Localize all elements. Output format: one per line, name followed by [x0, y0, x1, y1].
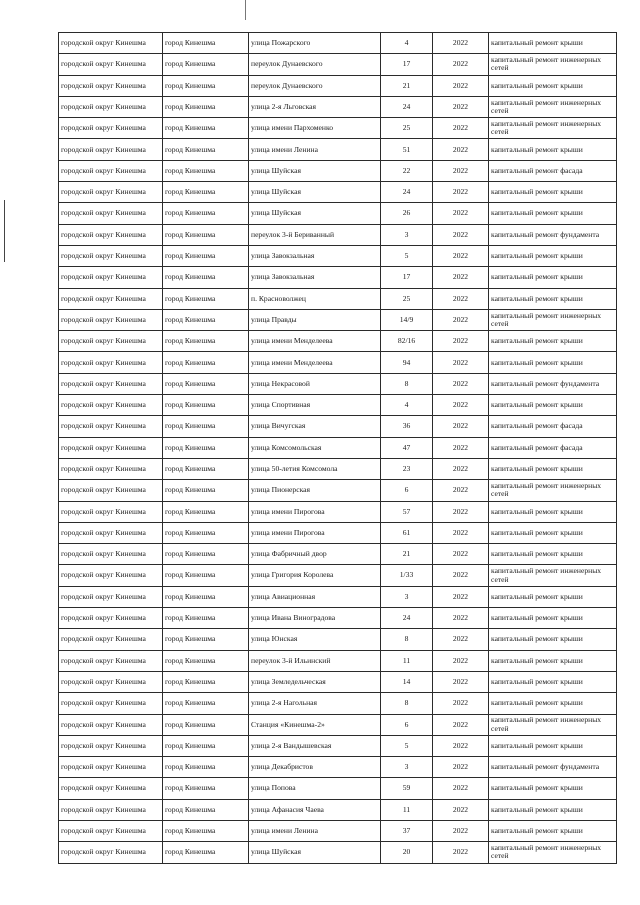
- street-cell: улица Некрасовой: [249, 373, 381, 394]
- city-cell: город Кинешма: [163, 288, 249, 309]
- city-cell: город Кинешма: [163, 33, 249, 54]
- table-row: [59, 586, 617, 607]
- street-cell: улица Комсомольская: [249, 437, 381, 458]
- okrug-cell: городской округ Кинешма: [59, 778, 163, 799]
- city-cell: город Кинешма: [163, 480, 249, 501]
- house-number-cell: 22: [381, 160, 433, 181]
- street-cell: улица имени Ленина: [249, 139, 381, 160]
- okrug-cell: городской округ Кинешма: [59, 96, 163, 117]
- street-cell: улица Шуйская: [249, 182, 381, 203]
- okrug-cell: городской округ Кинешма: [59, 139, 163, 160]
- street-cell: улица имени Ленина: [249, 820, 381, 841]
- table-row: [59, 331, 617, 352]
- table-row: [59, 309, 617, 330]
- work-type-cell: капитальный ремонт инженерных сетей: [489, 480, 617, 501]
- table-row: [59, 288, 617, 309]
- year-cell: 2022: [433, 842, 489, 863]
- work-type-cell: капитальный ремонт инженерных сетей: [489, 842, 617, 863]
- street-cell: улица Декабристов: [249, 757, 381, 778]
- work-type-cell: капитальный ремонт крыши: [489, 693, 617, 714]
- city-cell: город Кинешма: [163, 799, 249, 820]
- work-type-cell: капитальный ремонт крыши: [489, 245, 617, 266]
- street-cell: улица Шуйская: [249, 842, 381, 863]
- work-type-cell: капитальный ремонт фасада: [489, 160, 617, 181]
- house-number-cell: 51: [381, 139, 433, 160]
- city-cell: город Кинешма: [163, 75, 249, 96]
- table-body: [59, 33, 617, 864]
- okrug-cell: городской округ Кинешма: [59, 288, 163, 309]
- street-cell: переулок 3-й Бериванный: [249, 224, 381, 245]
- house-number-cell: 4: [381, 395, 433, 416]
- work-type-cell: капитальный ремонт крыши: [489, 629, 617, 650]
- street-cell: улица имени Пирогова: [249, 522, 381, 543]
- table-row: [59, 671, 617, 692]
- work-type-cell: капитальный ремонт крыши: [489, 203, 617, 224]
- work-type-cell: капитальный ремонт фасада: [489, 437, 617, 458]
- year-cell: 2022: [433, 799, 489, 820]
- work-type-cell: капитальный ремонт инженерных сетей: [489, 714, 617, 735]
- work-type-cell: капитальный ремонт крыши: [489, 820, 617, 841]
- okrug-cell: городской округ Кинешма: [59, 373, 163, 394]
- okrug-cell: городской округ Кинешма: [59, 182, 163, 203]
- house-number-cell: 36: [381, 416, 433, 437]
- house-number-cell: 24: [381, 608, 433, 629]
- work-type-cell: капитальный ремонт инженерных сетей: [489, 54, 617, 75]
- city-cell: город Кинешма: [163, 842, 249, 863]
- city-cell: город Кинешма: [163, 714, 249, 735]
- okrug-cell: городской округ Кинешма: [59, 416, 163, 437]
- street-cell: улица Земледельческая: [249, 671, 381, 692]
- table-row: [59, 778, 617, 799]
- house-number-cell: 3: [381, 757, 433, 778]
- work-type-cell: капитальный ремонт крыши: [489, 671, 617, 692]
- year-cell: 2022: [433, 671, 489, 692]
- city-cell: город Кинешма: [163, 671, 249, 692]
- city-cell: город Кинешма: [163, 352, 249, 373]
- work-type-cell: капитальный ремонт крыши: [489, 650, 617, 671]
- work-type-cell: капитальный ремонт крыши: [489, 778, 617, 799]
- house-number-cell: 59: [381, 778, 433, 799]
- street-cell: улица Фабричный двор: [249, 544, 381, 565]
- okrug-cell: городской округ Кинешма: [59, 544, 163, 565]
- work-type-cell: капитальный ремонт крыши: [489, 352, 617, 373]
- table-row: [59, 245, 617, 266]
- street-cell: улица Попова: [249, 778, 381, 799]
- house-number-cell: 21: [381, 544, 433, 565]
- table-row: [59, 714, 617, 735]
- house-number-cell: 1/33: [381, 565, 433, 586]
- street-cell: улица имени Менделеева: [249, 331, 381, 352]
- table-row: [59, 416, 617, 437]
- street-cell: Станция «Кинешма-2»: [249, 714, 381, 735]
- table-row: [59, 437, 617, 458]
- okrug-cell: городской округ Кинешма: [59, 437, 163, 458]
- year-cell: 2022: [433, 395, 489, 416]
- street-cell: улица Авиационная: [249, 586, 381, 607]
- street-cell: улица Шуйская: [249, 203, 381, 224]
- table-row: [59, 522, 617, 543]
- year-cell: 2022: [433, 352, 489, 373]
- city-cell: город Кинешма: [163, 54, 249, 75]
- street-cell: улица Шуйская: [249, 160, 381, 181]
- okrug-cell: городской округ Кинешма: [59, 267, 163, 288]
- street-cell: улица Завокзальная: [249, 267, 381, 288]
- year-cell: 2022: [433, 288, 489, 309]
- year-cell: 2022: [433, 522, 489, 543]
- okrug-cell: городской округ Кинешма: [59, 118, 163, 139]
- house-number-cell: 11: [381, 650, 433, 671]
- table-row: [59, 96, 617, 117]
- house-number-cell: 82/16: [381, 331, 433, 352]
- okrug-cell: городской округ Кинешма: [59, 629, 163, 650]
- city-cell: город Кинешма: [163, 735, 249, 756]
- table-row: [59, 352, 617, 373]
- house-number-cell: 57: [381, 501, 433, 522]
- work-type-cell: капитальный ремонт фундамента: [489, 224, 617, 245]
- year-cell: 2022: [433, 650, 489, 671]
- work-type-cell: капитальный ремонт крыши: [489, 458, 617, 479]
- house-number-cell: 4: [381, 33, 433, 54]
- work-type-cell: капитальный ремонт крыши: [489, 139, 617, 160]
- year-cell: 2022: [433, 160, 489, 181]
- street-cell: улица Правды: [249, 309, 381, 330]
- table-row: [59, 203, 617, 224]
- okrug-cell: городской округ Кинешма: [59, 565, 163, 586]
- street-cell: улица имени Пирогова: [249, 501, 381, 522]
- city-cell: город Кинешма: [163, 778, 249, 799]
- street-cell: улица 2-я Вандышевская: [249, 735, 381, 756]
- okrug-cell: городской округ Кинешма: [59, 54, 163, 75]
- work-type-cell: капитальный ремонт крыши: [489, 395, 617, 416]
- year-cell: 2022: [433, 54, 489, 75]
- year-cell: 2022: [433, 267, 489, 288]
- house-number-cell: 6: [381, 714, 433, 735]
- house-number-cell: 6: [381, 480, 433, 501]
- okrug-cell: городской округ Кинешма: [59, 735, 163, 756]
- okrug-cell: городской округ Кинешма: [59, 501, 163, 522]
- year-cell: 2022: [433, 480, 489, 501]
- house-number-cell: 3: [381, 586, 433, 607]
- work-type-cell: капитальный ремонт инженерных сетей: [489, 565, 617, 586]
- work-type-cell: капитальный ремонт крыши: [489, 608, 617, 629]
- work-type-cell: капитальный ремонт фундамента: [489, 373, 617, 394]
- house-number-cell: 8: [381, 629, 433, 650]
- year-cell: 2022: [433, 203, 489, 224]
- city-cell: город Кинешма: [163, 693, 249, 714]
- house-number-cell: 8: [381, 693, 433, 714]
- year-cell: 2022: [433, 245, 489, 266]
- house-number-cell: 17: [381, 54, 433, 75]
- street-cell: улица Юнская: [249, 629, 381, 650]
- okrug-cell: городской округ Кинешма: [59, 352, 163, 373]
- okrug-cell: городской округ Кинешма: [59, 224, 163, 245]
- work-type-cell: капитальный ремонт крыши: [489, 182, 617, 203]
- house-number-cell: 24: [381, 182, 433, 203]
- city-cell: город Кинешма: [163, 565, 249, 586]
- year-cell: 2022: [433, 96, 489, 117]
- table-row: [59, 820, 617, 841]
- work-type-cell: капитальный ремонт фундамента: [489, 757, 617, 778]
- city-cell: город Кинешма: [163, 139, 249, 160]
- house-number-cell: 94: [381, 352, 433, 373]
- work-type-cell: капитальный ремонт крыши: [489, 501, 617, 522]
- work-type-cell: капитальный ремонт фасада: [489, 416, 617, 437]
- year-cell: 2022: [433, 608, 489, 629]
- table-row: [59, 373, 617, 394]
- year-cell: 2022: [433, 416, 489, 437]
- table-row: [59, 33, 617, 54]
- city-cell: город Кинешма: [163, 203, 249, 224]
- table-row: [59, 842, 617, 863]
- work-type-cell: капитальный ремонт крыши: [489, 331, 617, 352]
- street-cell: улица Вичугская: [249, 416, 381, 437]
- year-cell: 2022: [433, 820, 489, 841]
- okrug-cell: городской округ Кинешма: [59, 671, 163, 692]
- city-cell: город Кинешма: [163, 224, 249, 245]
- table-row: [59, 480, 617, 501]
- okrug-cell: городской округ Кинешма: [59, 203, 163, 224]
- year-cell: 2022: [433, 757, 489, 778]
- city-cell: город Кинешма: [163, 245, 249, 266]
- okrug-cell: городской округ Кинешма: [59, 693, 163, 714]
- year-cell: 2022: [433, 118, 489, 139]
- house-number-cell: 61: [381, 522, 433, 543]
- table-row: [59, 267, 617, 288]
- table-row: [59, 544, 617, 565]
- work-type-cell: капитальный ремонт крыши: [489, 267, 617, 288]
- work-type-cell: капитальный ремонт крыши: [489, 735, 617, 756]
- table-row: [59, 54, 617, 75]
- table-row: [59, 565, 617, 586]
- house-number-cell: 5: [381, 735, 433, 756]
- street-cell: улица Григория Королева: [249, 565, 381, 586]
- house-number-cell: 20: [381, 842, 433, 863]
- table-row: [59, 629, 617, 650]
- street-cell: улица 2-я Нагольная: [249, 693, 381, 714]
- house-number-cell: 24: [381, 96, 433, 117]
- work-type-cell: капитальный ремонт крыши: [489, 522, 617, 543]
- street-cell: улица 2-я Льговская: [249, 96, 381, 117]
- okrug-cell: городской округ Кинешма: [59, 33, 163, 54]
- okrug-cell: городской округ Кинешма: [59, 799, 163, 820]
- table-row: [59, 139, 617, 160]
- table-row: [59, 458, 617, 479]
- city-cell: город Кинешма: [163, 608, 249, 629]
- city-cell: город Кинешма: [163, 757, 249, 778]
- city-cell: город Кинешма: [163, 416, 249, 437]
- year-cell: 2022: [433, 309, 489, 330]
- house-number-cell: 21: [381, 75, 433, 96]
- table-row: [59, 735, 617, 756]
- year-cell: 2022: [433, 182, 489, 203]
- street-cell: улица Завокзальная: [249, 245, 381, 266]
- table-row: [59, 182, 617, 203]
- table-row: [59, 118, 617, 139]
- year-cell: 2022: [433, 565, 489, 586]
- okrug-cell: городской округ Кинешма: [59, 820, 163, 841]
- table-row: [59, 799, 617, 820]
- house-number-cell: 47: [381, 437, 433, 458]
- okrug-cell: городской округ Кинешма: [59, 480, 163, 501]
- year-cell: 2022: [433, 735, 489, 756]
- city-cell: город Кинешма: [163, 522, 249, 543]
- house-number-cell: 26: [381, 203, 433, 224]
- year-cell: 2022: [433, 586, 489, 607]
- city-cell: город Кинешма: [163, 160, 249, 181]
- house-number-cell: 5: [381, 245, 433, 266]
- table-row: [59, 160, 617, 181]
- okrug-cell: городской округ Кинешма: [59, 714, 163, 735]
- year-cell: 2022: [433, 629, 489, 650]
- city-cell: город Кинешма: [163, 586, 249, 607]
- okrug-cell: городской округ Кинешма: [59, 458, 163, 479]
- year-cell: 2022: [433, 437, 489, 458]
- work-type-cell: капитальный ремонт инженерных сетей: [489, 118, 617, 139]
- work-type-cell: капитальный ремонт инженерных сетей: [489, 96, 617, 117]
- year-cell: 2022: [433, 693, 489, 714]
- okrug-cell: городской округ Кинешма: [59, 331, 163, 352]
- year-cell: 2022: [433, 458, 489, 479]
- house-number-cell: 14: [381, 671, 433, 692]
- okrug-cell: городской округ Кинешма: [59, 395, 163, 416]
- street-cell: улица Пионерская: [249, 480, 381, 501]
- year-cell: 2022: [433, 544, 489, 565]
- work-type-cell: капитальный ремонт крыши: [489, 586, 617, 607]
- work-type-cell: капитальный ремонт инженерных сетей: [489, 309, 617, 330]
- okrug-cell: городской округ Кинешма: [59, 757, 163, 778]
- year-cell: 2022: [433, 373, 489, 394]
- table-row: [59, 757, 617, 778]
- okrug-cell: городской округ Кинешма: [59, 842, 163, 863]
- year-cell: 2022: [433, 75, 489, 96]
- scan-top-mark: [245, 0, 246, 20]
- street-cell: улица Ивана Виноградова: [249, 608, 381, 629]
- city-cell: город Кинешма: [163, 267, 249, 288]
- work-type-cell: капитальный ремонт крыши: [489, 544, 617, 565]
- okrug-cell: городской округ Кинешма: [59, 522, 163, 543]
- street-cell: переулок 3-й Ильинский: [249, 650, 381, 671]
- city-cell: город Кинешма: [163, 96, 249, 117]
- work-type-cell: капитальный ремонт крыши: [489, 799, 617, 820]
- city-cell: город Кинешма: [163, 650, 249, 671]
- table-row: [59, 395, 617, 416]
- house-number-cell: 17: [381, 267, 433, 288]
- year-cell: 2022: [433, 778, 489, 799]
- city-cell: город Кинешма: [163, 820, 249, 841]
- work-type-cell: капитальный ремонт крыши: [489, 33, 617, 54]
- city-cell: город Кинешма: [163, 373, 249, 394]
- city-cell: город Кинешма: [163, 395, 249, 416]
- city-cell: город Кинешма: [163, 118, 249, 139]
- table-row: [59, 693, 617, 714]
- street-cell: улица Спортивная: [249, 395, 381, 416]
- year-cell: 2022: [433, 331, 489, 352]
- city-cell: город Кинешма: [163, 458, 249, 479]
- okrug-cell: городской округ Кинешма: [59, 650, 163, 671]
- scan-side-mark: [4, 200, 5, 262]
- house-number-cell: 23: [381, 458, 433, 479]
- house-number-cell: 25: [381, 118, 433, 139]
- table-row: [59, 224, 617, 245]
- work-type-cell: капитальный ремонт крыши: [489, 288, 617, 309]
- street-cell: улица имени Пархоменко: [249, 118, 381, 139]
- street-cell: улица 50-летия Комсомола: [249, 458, 381, 479]
- city-cell: город Кинешма: [163, 182, 249, 203]
- house-number-cell: 8: [381, 373, 433, 394]
- city-cell: город Кинешма: [163, 544, 249, 565]
- okrug-cell: городской округ Кинешма: [59, 75, 163, 96]
- year-cell: 2022: [433, 224, 489, 245]
- city-cell: город Кинешма: [163, 437, 249, 458]
- okrug-cell: городской округ Кинешма: [59, 245, 163, 266]
- year-cell: 2022: [433, 139, 489, 160]
- capital-repair-table: [58, 32, 617, 864]
- street-cell: переулок Дунаевского: [249, 75, 381, 96]
- house-number-cell: 14/9: [381, 309, 433, 330]
- table-row: [59, 650, 617, 671]
- okrug-cell: городской округ Кинешма: [59, 586, 163, 607]
- street-cell: улица имени Менделеева: [249, 352, 381, 373]
- okrug-cell: городской округ Кинешма: [59, 608, 163, 629]
- city-cell: город Кинешма: [163, 501, 249, 522]
- work-type-cell: капитальный ремонт крыши: [489, 75, 617, 96]
- city-cell: город Кинешма: [163, 331, 249, 352]
- table-row: [59, 75, 617, 96]
- okrug-cell: городской округ Кинешма: [59, 309, 163, 330]
- house-number-cell: 3: [381, 224, 433, 245]
- city-cell: город Кинешма: [163, 629, 249, 650]
- city-cell: город Кинешма: [163, 309, 249, 330]
- year-cell: 2022: [433, 714, 489, 735]
- okrug-cell: городской округ Кинешма: [59, 160, 163, 181]
- street-cell: переулок Дунаевского: [249, 54, 381, 75]
- street-cell: улица Пожарского: [249, 33, 381, 54]
- street-cell: улица Афанасия Чаева: [249, 799, 381, 820]
- table-row: [59, 501, 617, 522]
- street-cell: п. Красноволжец: [249, 288, 381, 309]
- table-row: [59, 608, 617, 629]
- house-number-cell: 25: [381, 288, 433, 309]
- year-cell: 2022: [433, 501, 489, 522]
- year-cell: 2022: [433, 33, 489, 54]
- house-number-cell: 37: [381, 820, 433, 841]
- house-number-cell: 11: [381, 799, 433, 820]
